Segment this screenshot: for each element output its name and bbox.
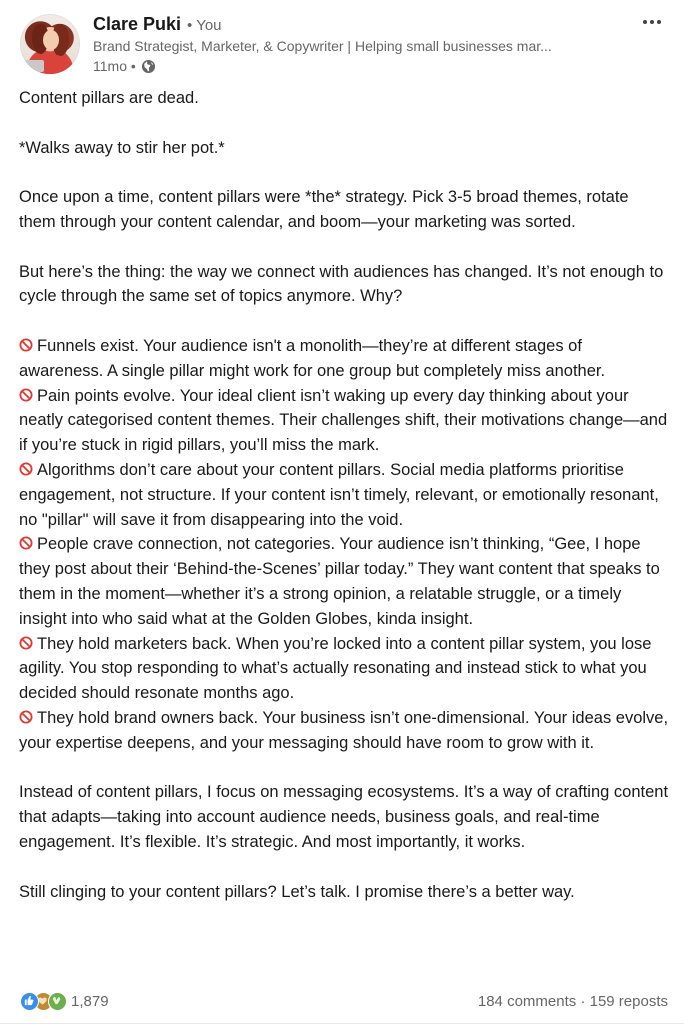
bullet-text: They hold brand owners back. Your business isn’t one-dimensional. Your ideas evolve, your expertise deepens, and your messaging should have room to grow with it.: [19, 708, 669, 752]
bullet-item: [19, 384, 669, 458]
prohibited-icon: [19, 388, 33, 402]
bullet-text: Funnels exist. Your audience isn't a monolith—they’re at different stages of awareness. A single pillar might work for one group but completely miss another.: [19, 336, 606, 380]
bullet-text: People crave connection, not categories. Your audience isn’t thinking, “Gee, I hope they post about their ‘Behind-the-Scenes’ pillar today.” They want content that speaks to them in the moment—whether it’s a strong opinion, a relatable struggle, or a timely insight into who said what at the Golden Globes, kinda insight.: [19, 535, 660, 628]
post-paragraph: *Walks away to stir her pot.*: [19, 138, 225, 157]
engagement-stats: [478, 993, 668, 1010]
comments-count[interactable]: 184 comments: [477, 992, 577, 1010]
bullet-item: [19, 632, 669, 706]
reaction-count[interactable]: 1,879: [71, 992, 109, 1010]
post-time[interactable]: 11mo •: [93, 58, 136, 74]
post-body: [19, 86, 673, 929]
author-name-line: [93, 14, 222, 35]
post-paragraph: Once upon a time, content pillars were *the* strategy. Pick 3-5 broad themes, rotate them through your content calendar, and boom—your marketing was sorted.: [19, 188, 634, 231]
prohibited-icon: [19, 536, 33, 550]
avatar-face: [43, 30, 59, 50]
celebrate-icon: [48, 992, 67, 1011]
prohibited-icon: [19, 636, 33, 650]
bullet-item: [19, 334, 669, 384]
more-dot-icon: [643, 20, 647, 24]
bullet-text: They hold marketers back. When you’re locked into a content pillar system, you lose agility. You stop responding to what’s actually resonating and instead stick to what you decided should resonate months ago.: [19, 634, 652, 703]
post-paragraph: Still clinging to your content pillars? Let’s talk. I promise there’s a better way.: [19, 882, 575, 901]
reactions-summary[interactable]: [20, 992, 109, 1011]
avatar-laptop: [24, 60, 44, 72]
prohibited-icon: [19, 710, 33, 724]
post-paragraph: Instead of content pillars, I focus on messaging ecosystems. It’s a way of crafting content that adapts—taking into account audience needs, business goals, and real-time engagement. It’s flexible. It’s strategic. And most importantly, it works.: [19, 783, 673, 851]
reposts-count[interactable]: 159 reposts: [589, 992, 668, 1010]
bullet-text: Pain points evolve. Your ideal client isn’t waking up every day thinking about your neatly categorised content themes. Their challenges shift, their motivations change—and if you’re stuck in rigid pillars, you’ll miss the mark.: [19, 386, 668, 455]
more-dot-icon: [657, 20, 661, 24]
like-icon: [20, 992, 39, 1011]
bullet-item: [19, 458, 669, 532]
bullet-item: [19, 532, 669, 631]
prohibited-icon: [19, 462, 33, 476]
prohibited-icon: [19, 338, 33, 352]
post-paragraph: Content pillars are dead.: [19, 89, 199, 107]
bullet-text: Algorithms don’t care about your content pillars. Social media platforms prioritise engagement, not structure. If your content isn’t timely, relevant, or emotionally resonant, no "pillar" will save it from disappearing into the void.: [19, 460, 659, 529]
author-relation: • You: [187, 17, 222, 34]
author-headline[interactable]: Brand Strategist, Marketer, & Copywriter | Helping small businesses mar...: [93, 38, 552, 54]
post-header: [20, 12, 664, 78]
social-counts-bar: [20, 988, 668, 1014]
bullet-list: [19, 334, 669, 756]
author-avatar[interactable]: [20, 14, 80, 74]
bullet-item: [19, 706, 669, 756]
globe-icon: [141, 59, 156, 74]
author-name[interactable]: Clare Puki: [93, 14, 182, 34]
post-meta: [93, 58, 156, 74]
more-dot-icon: [650, 20, 654, 24]
stats-separator: ·: [580, 992, 586, 1010]
more-options-button[interactable]: [640, 12, 664, 32]
post-paragraph: But here’s the thing: the way we connect with audiences has changed. It’s not enough to cycle through the same set of topics anymore. Why?: [19, 262, 668, 306]
